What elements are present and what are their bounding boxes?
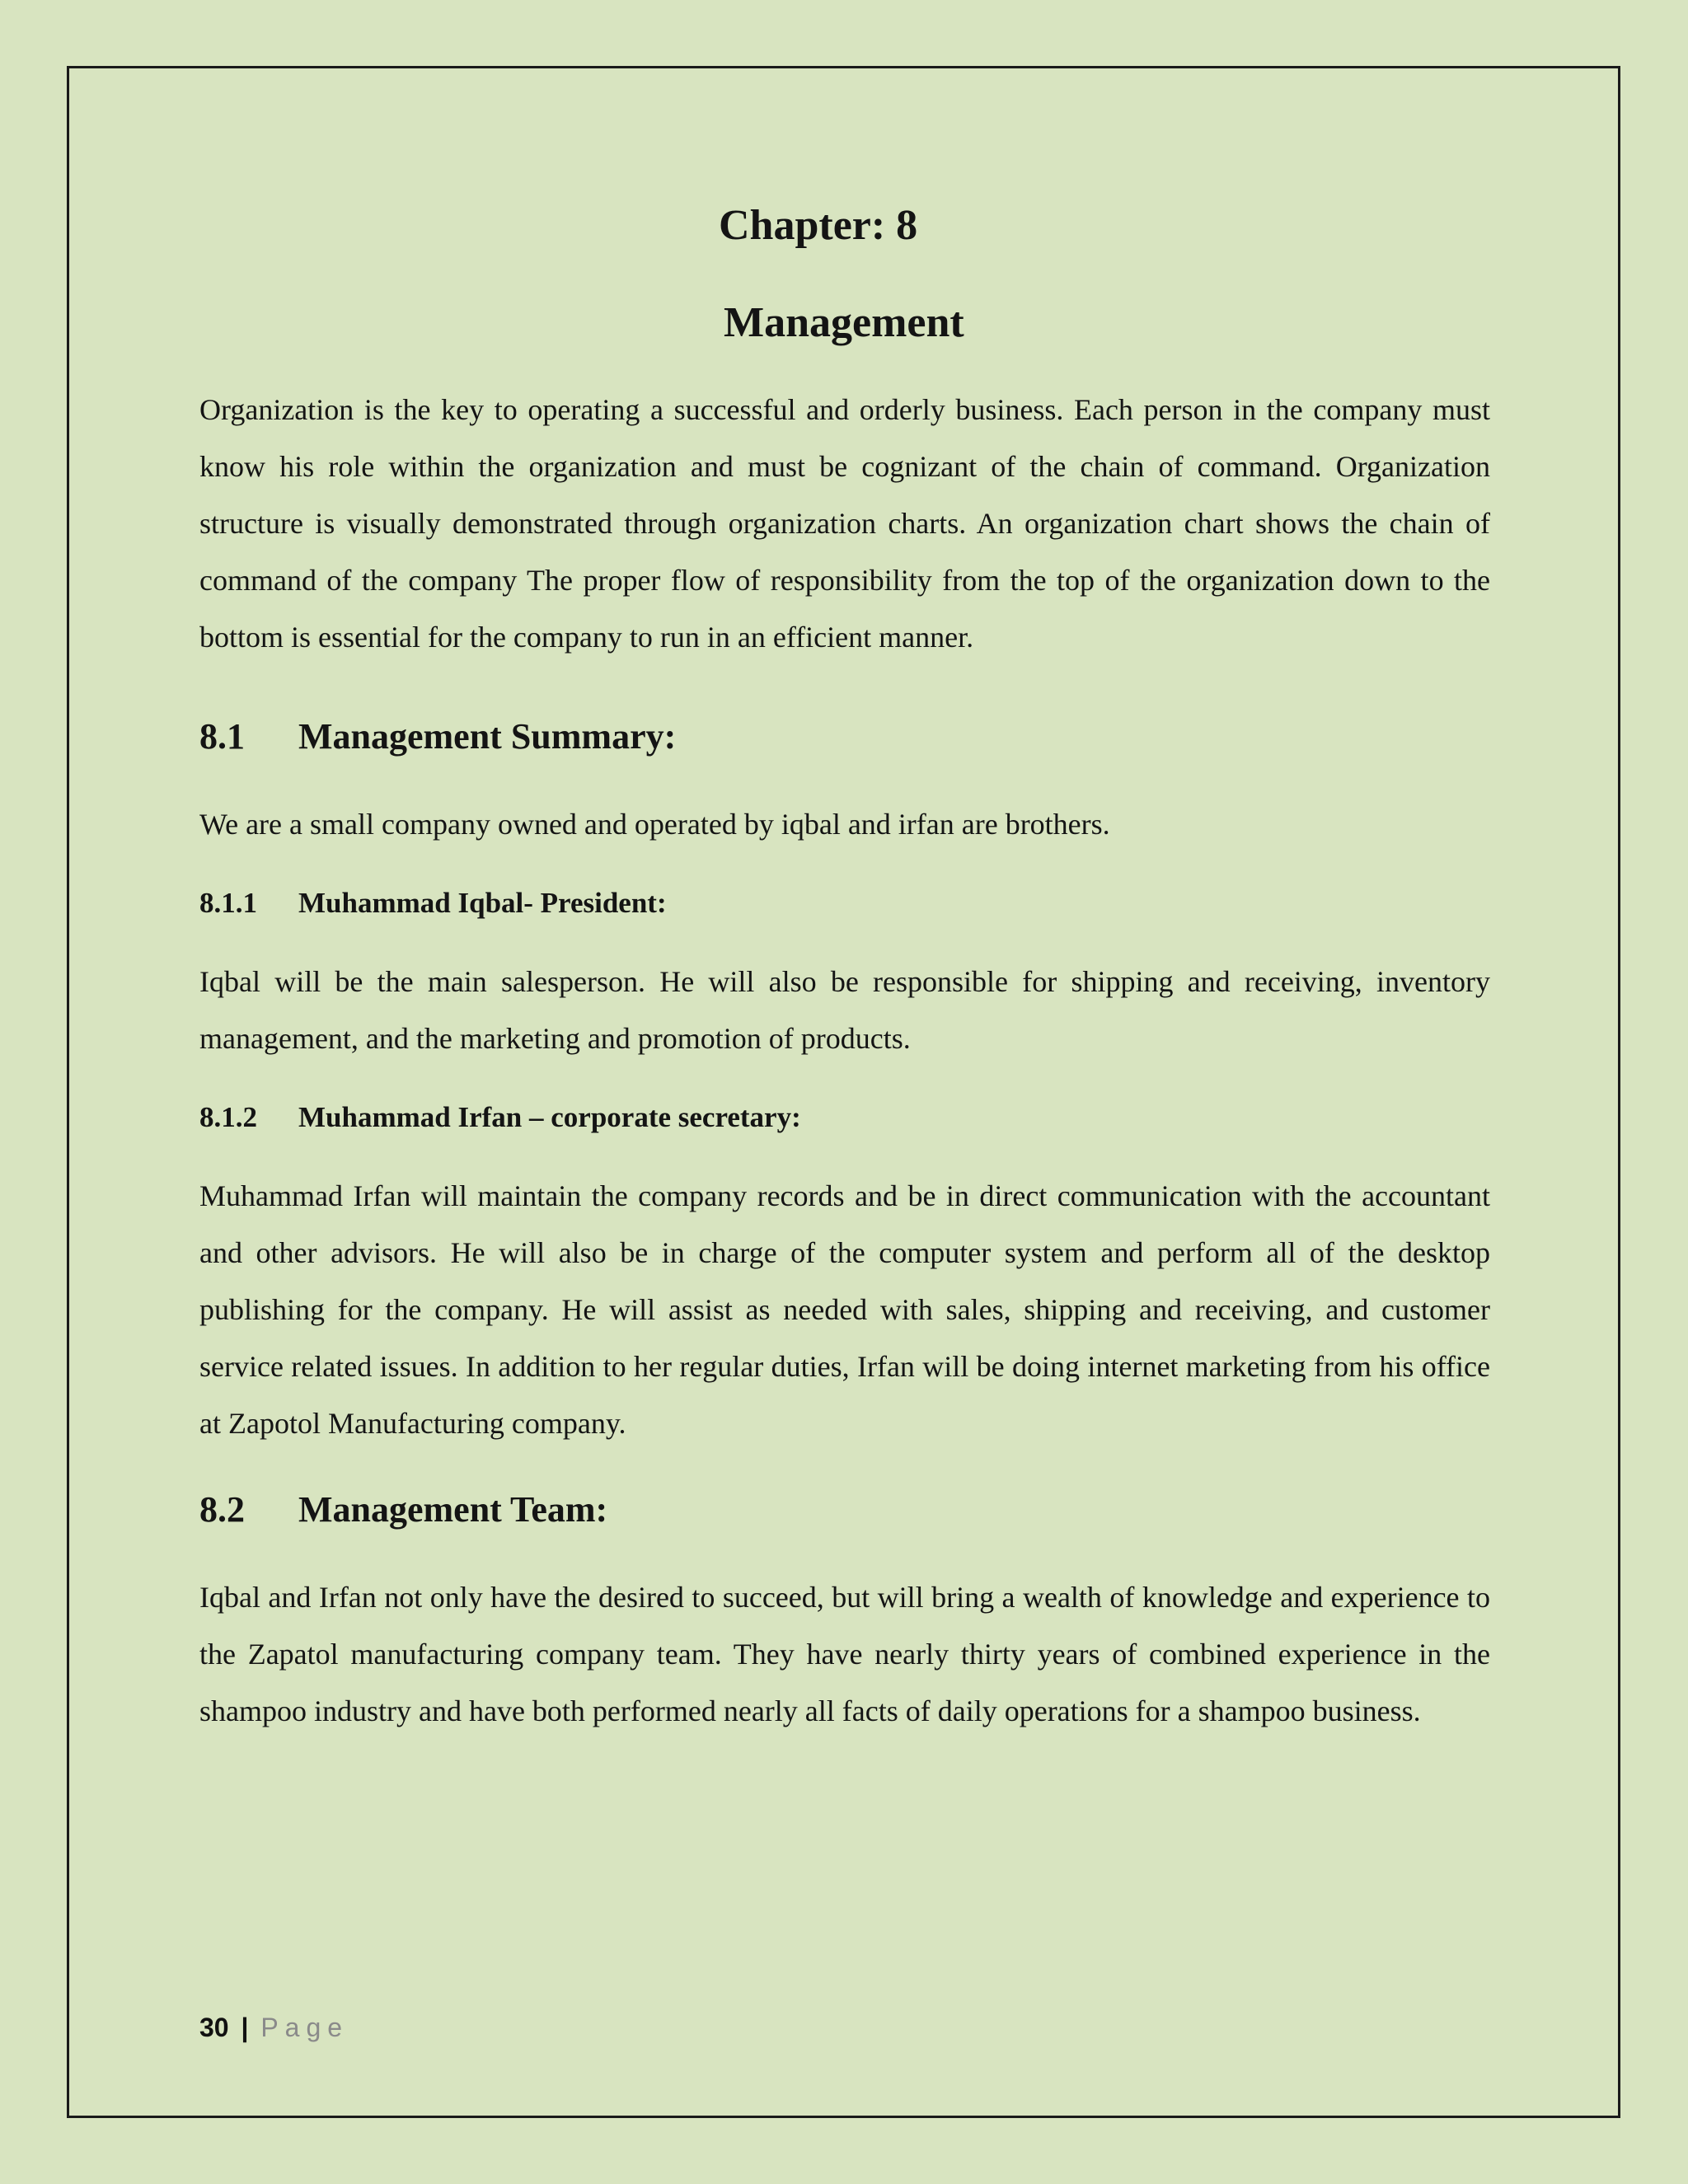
page-number: 30	[199, 2013, 229, 2042]
section-8-1-1-heading	[199, 883, 1490, 924]
section-8-2-paragraph: Iqbal and Irfan not only have the desired to succeed, but will bring a wealth of knowledge and experience to the Zapatol manufacturing company team. They have nearly thirty years of combined experience in the shampoo industry and have both performed nearly all facts of daily operations for a shampoo business.	[199, 1581, 1490, 1727]
section-8-1-heading	[199, 712, 1490, 762]
section-8-1-2-heading	[199, 1097, 1490, 1138]
page-footer	[199, 2011, 349, 2044]
section-8-1-1-paragraph: Iqbal will be the main salesperson. He will also be responsible for shipping and receiving, inventory management, and the marketing and promotion of products.	[199, 965, 1490, 1055]
section-title: Muhammad Iqbal- President:	[298, 887, 667, 919]
section-8-2-heading	[199, 1485, 1490, 1535]
section-number: 8.2	[199, 1489, 245, 1530]
section-title: Management Summary:	[298, 716, 677, 757]
footer-separator: |	[241, 2013, 249, 2042]
page-content	[199, 194, 1490, 1740]
chapter-subtitle: Management	[724, 299, 964, 346]
section-8-1-paragraph: We are a small company owned and operated by iqbal and irfan are brothers.	[199, 808, 1110, 841]
chapter-title: Chapter: 8	[719, 202, 918, 249]
intro-paragraph: Organization is the key to operating a successful and orderly business. Each person in the company must know his role within the organization and must be cognizant of the chain of command. Organization structure is visually demonstrated through organization charts. An organization chart shows the chain of command of the company The proper flow of responsibility from the top of the organization down to the bottom is essential for the company to run in an efficient manner.	[199, 393, 1490, 654]
section-8-1-2-paragraph: Muhammad Irfan will maintain the company records and be in direct communication with the accountant and other advisors. He will also be in charge of the computer system and perform all of the desktop publishing for the company. He will assist as needed with sales, shipping and receiving, and customer service related issues. In addition to her regular duties, Irfan will be doing internet marketing from his office at Zapotol Manufacturing company.	[199, 1179, 1490, 1440]
section-number: 8.1	[199, 716, 245, 757]
page-label: Page	[260, 2013, 349, 2042]
section-number: 8.1.1	[199, 887, 257, 919]
section-title: Muhammad Irfan – corporate secretary:	[298, 1101, 801, 1133]
section-title: Management Team:	[298, 1489, 608, 1530]
section-number: 8.1.2	[199, 1101, 257, 1133]
